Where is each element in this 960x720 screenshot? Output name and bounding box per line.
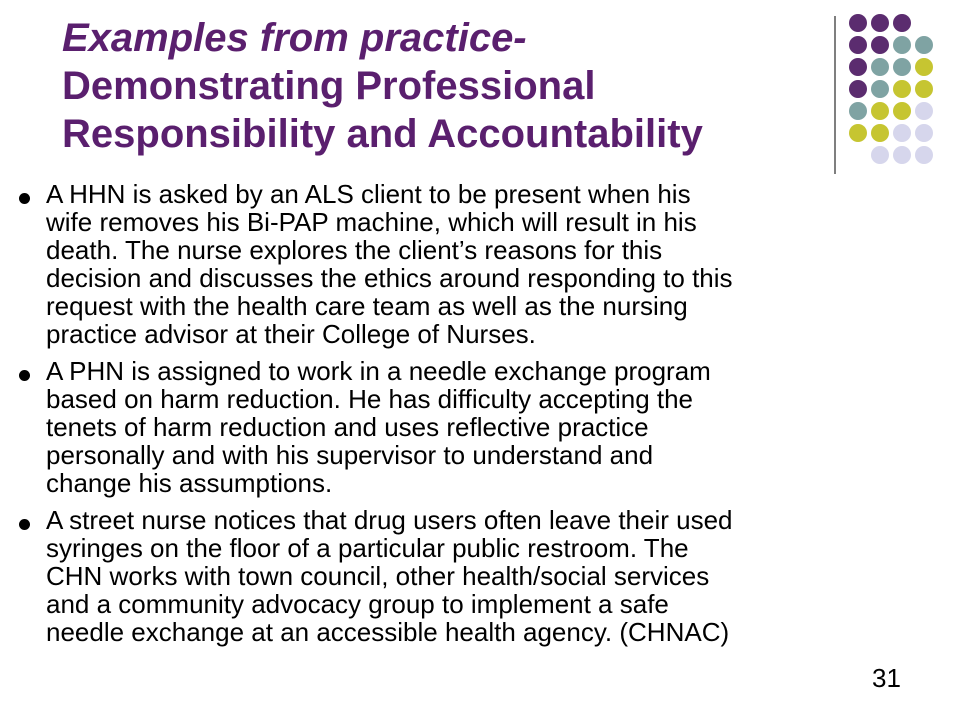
decorative-dot-icon [893,146,911,164]
bullet-line: death. The nurse explores the client’s reasons for this [46,235,663,265]
bullet-line: A PHN is assigned to work in a needle exchange program [46,356,711,386]
bullet-line: practice advisor at their College of Nurses. [46,319,536,349]
bullet-item [0,357,960,497]
bullet-line: needle exchange at an accessible health agency. (CHNAC) [46,617,730,647]
bullet-line: A HHN is asked by an ALS client to be present when his [46,179,691,209]
bullet-line: personally and with his supervisor to understand and [46,440,654,470]
bullet-line: A street nurse notices that drug users often leave their used [46,505,733,535]
bullet-line: decision and discusses the ethics around responding to this [46,263,733,293]
decorative-dot-icon [849,58,867,76]
bullet-item [0,506,960,646]
decorative-dot-icon [871,58,889,76]
slide-number: 31 [872,663,901,693]
bullet-icon [19,370,30,381]
decorative-dot-icon [849,102,867,120]
decorative-dot-icon [849,124,867,142]
decorative-dot-icon [893,58,911,76]
decorative-dot-icon [915,146,933,164]
decorative-dot-icon [871,102,889,120]
decorative-dot-icon [871,80,889,98]
bullet-icon [19,519,30,530]
bullet-text [46,506,916,646]
bullet-item [0,180,960,348]
bullet-list [0,180,960,655]
decorative-dot-icon [893,80,911,98]
bullet-line: change his assumptions. [46,468,333,498]
decorative-dot-icon [915,124,933,142]
bullet-line: CHN works with town council, other health/social services [46,561,710,591]
bullet-text [46,357,916,497]
decorative-dot-icon [871,36,889,54]
decorative-dot-icon [871,124,889,142]
decorative-dot-icon [915,80,933,98]
bullet-line: request with the health care team as well as the nursing [46,291,688,321]
decorative-dot-icon [893,36,911,54]
decorative-dot-icon [849,14,867,32]
decorative-dot-icon [893,124,911,142]
decorative-dot-icon [871,14,889,32]
decorative-dot-icon [849,80,867,98]
decorative-dot-icon [915,36,933,54]
decorative-dot-icon [871,146,889,164]
bullet-icon [19,193,30,204]
title-line: Demonstrating Professional [62,64,596,108]
title-line: Responsibility and Accountability [62,112,703,156]
decorative-dot-grid [0,0,960,180]
bullet-line: syringes on the floor of a particular public restroom. The [46,533,689,563]
title-line: Examples from practice- [62,16,527,60]
bullet-line: based on harm reduction. He has difficulty accepting the [46,384,694,414]
bullet-line: and a community advocacy group to implement a safe [46,589,669,619]
decorative-dot-icon [915,58,933,76]
decorative-dot-icon [893,14,911,32]
bullet-text [46,180,916,348]
decorative-dot-icon [893,102,911,120]
decorative-dot-icon [849,36,867,54]
bullet-line: wife removes his Bi-PAP machine, which will result in his [46,207,697,237]
bullet-line: tenets of harm reduction and uses reflective practice [46,412,649,442]
decorative-dot-icon [915,102,933,120]
